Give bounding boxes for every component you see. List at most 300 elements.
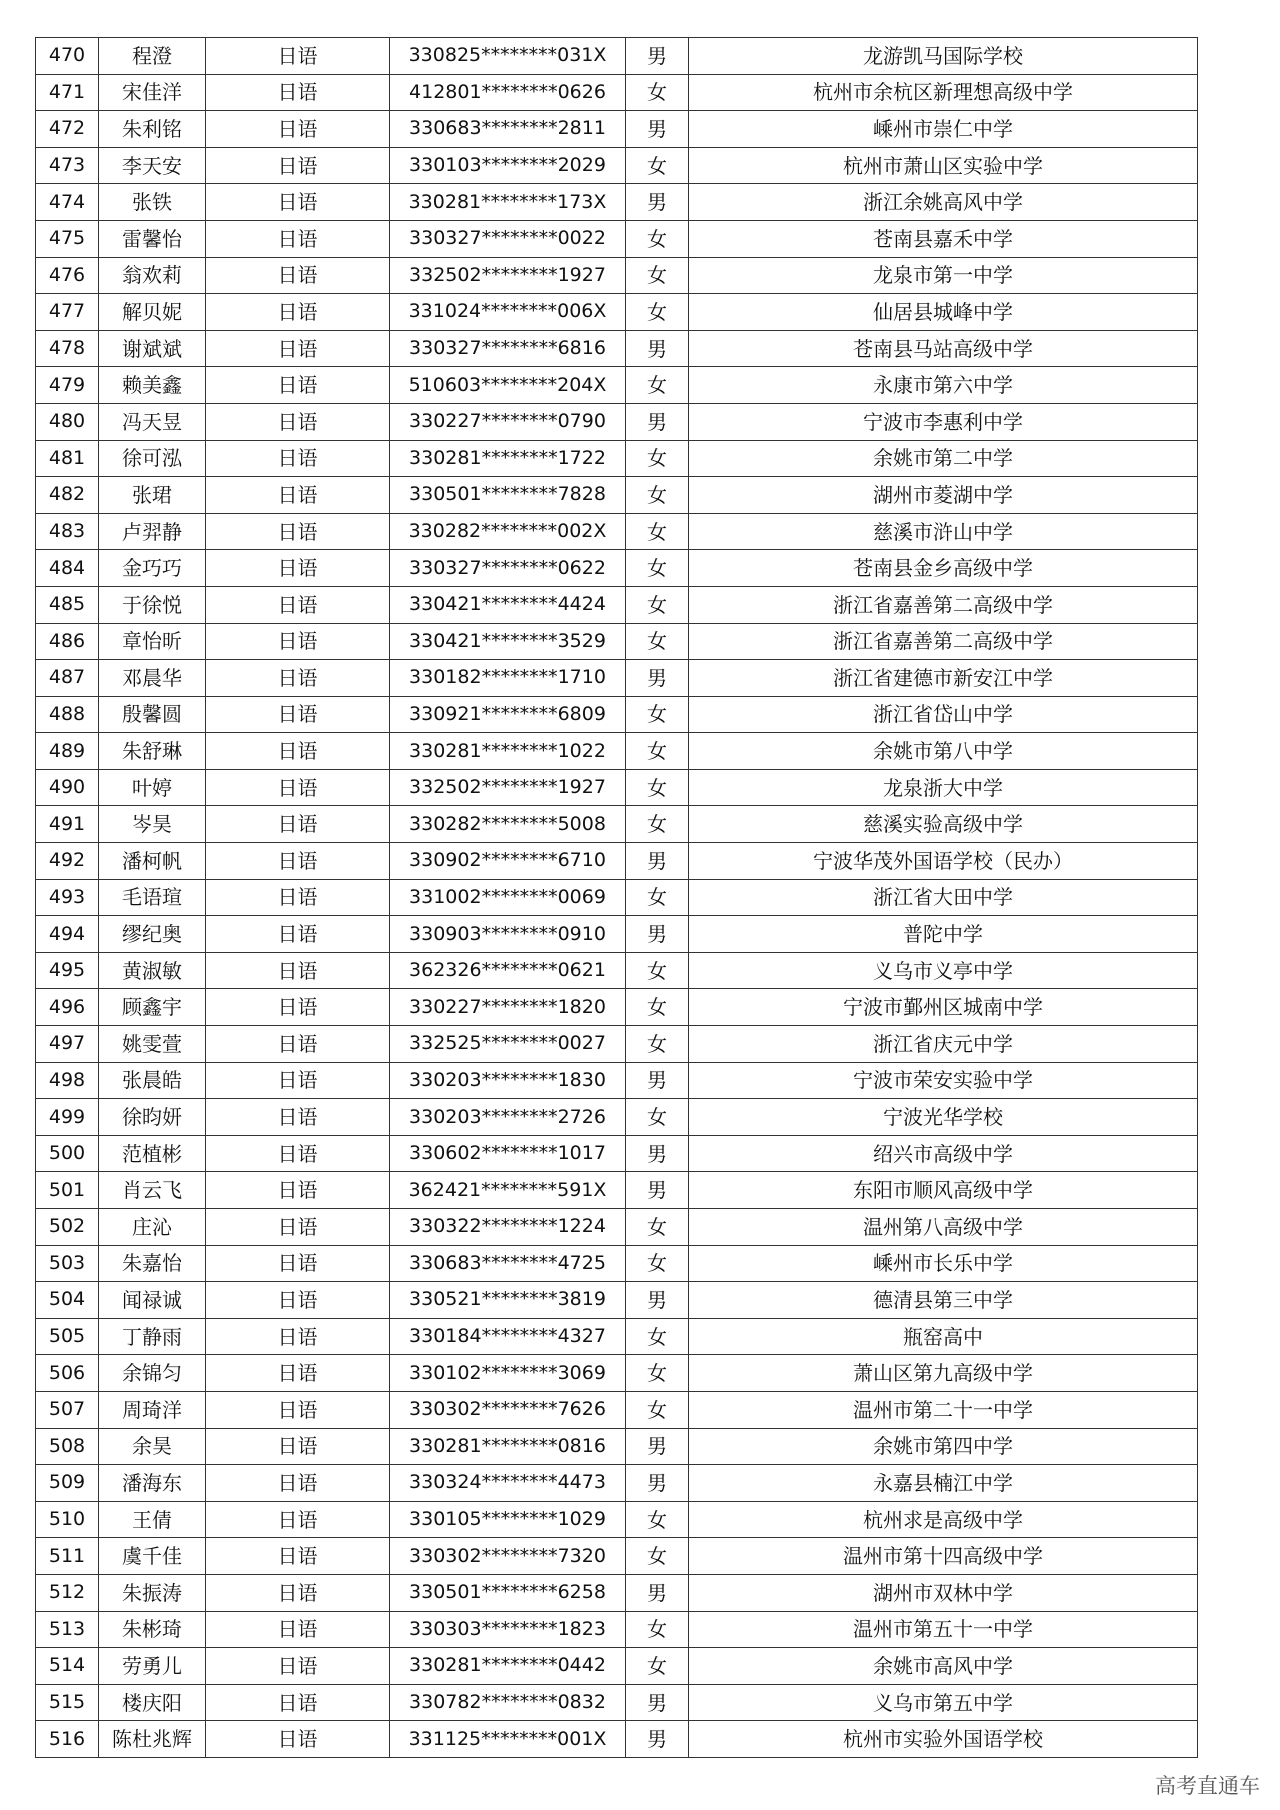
- cell-language: 日语: [206, 1391, 390, 1428]
- cell-language: 日语: [206, 184, 390, 221]
- cell-school: 龙游凯马国际学校: [689, 38, 1198, 75]
- cell-number: 505: [36, 1318, 99, 1355]
- cell-gender: 男: [626, 38, 689, 75]
- cell-language: 日语: [206, 1465, 390, 1502]
- cell-school: 义乌市第五中学: [689, 1684, 1198, 1721]
- cell-gender: 女: [626, 586, 689, 623]
- cell-language: 日语: [206, 843, 390, 880]
- table-row: [36, 1026, 1198, 1063]
- cell-language: 日语: [206, 1245, 390, 1282]
- cell-language: 日语: [206, 1099, 390, 1136]
- cell-number: 508: [36, 1428, 99, 1465]
- cell-number: 477: [36, 294, 99, 331]
- cell-gender: 女: [626, 550, 689, 587]
- table-row: [36, 769, 1198, 806]
- cell-gender: 女: [626, 147, 689, 184]
- cell-school: 宁波华茂外国语学校（民办）: [689, 843, 1198, 880]
- cell-number: 488: [36, 696, 99, 733]
- cell-gender: 女: [626, 74, 689, 111]
- cell-language: 日语: [206, 733, 390, 770]
- cell-gender: 女: [626, 952, 689, 989]
- cell-id-number: 330683********2811: [390, 111, 626, 148]
- cell-name: 雷馨怡: [99, 220, 206, 257]
- table-row: [36, 1648, 1198, 1685]
- cell-name: 谢斌斌: [99, 330, 206, 367]
- cell-name: 潘柯帆: [99, 843, 206, 880]
- cell-school: 杭州求是高级中学: [689, 1501, 1198, 1538]
- cell-id-number: 362326********0621: [390, 952, 626, 989]
- cell-language: 日语: [206, 403, 390, 440]
- cell-school: 杭州市萧山区实验中学: [689, 147, 1198, 184]
- cell-number: 497: [36, 1026, 99, 1063]
- cell-school: 余姚市高风中学: [689, 1648, 1198, 1685]
- cell-id-number: 330921********6809: [390, 696, 626, 733]
- cell-number: 496: [36, 989, 99, 1026]
- cell-id-number: 362421********591X: [390, 1172, 626, 1209]
- cell-gender: 男: [626, 660, 689, 697]
- cell-gender: 女: [626, 477, 689, 514]
- cell-number: 491: [36, 806, 99, 843]
- cell-gender: 男: [626, 1135, 689, 1172]
- cell-id-number: 330322********1224: [390, 1209, 626, 1246]
- cell-name: 潘海东: [99, 1465, 206, 1502]
- cell-school: 瓶窑高中: [689, 1318, 1198, 1355]
- cell-gender: 女: [626, 733, 689, 770]
- cell-number: 476: [36, 257, 99, 294]
- cell-language: 日语: [206, 696, 390, 733]
- table-row: [36, 184, 1198, 221]
- table-row: [36, 1611, 1198, 1648]
- table-row: [36, 989, 1198, 1026]
- cell-number: 479: [36, 367, 99, 404]
- cell-language: 日语: [206, 660, 390, 697]
- cell-school: 德清县第三中学: [689, 1282, 1198, 1319]
- table-row: [36, 330, 1198, 367]
- table-row: [36, 220, 1198, 257]
- cell-language: 日语: [206, 1209, 390, 1246]
- cell-id-number: 330327********6816: [390, 330, 626, 367]
- cell-number: 482: [36, 477, 99, 514]
- cell-school: 苍南县金乡高级中学: [689, 550, 1198, 587]
- cell-name: 缪纪奥: [99, 916, 206, 953]
- cell-school: 杭州市实验外国语学校: [689, 1721, 1198, 1758]
- cell-language: 日语: [206, 989, 390, 1026]
- cell-number: 511: [36, 1538, 99, 1575]
- table-row: [36, 806, 1198, 843]
- cell-gender: 女: [626, 806, 689, 843]
- cell-number: 473: [36, 147, 99, 184]
- table-row: [36, 623, 1198, 660]
- cell-name: 金巧巧: [99, 550, 206, 587]
- cell-number: 489: [36, 733, 99, 770]
- cell-id-number: 331002********0069: [390, 879, 626, 916]
- cell-id-number: 330782********0832: [390, 1684, 626, 1721]
- cell-school: 温州市第十四高级中学: [689, 1538, 1198, 1575]
- cell-number: 495: [36, 952, 99, 989]
- cell-school: 萧山区第九高级中学: [689, 1355, 1198, 1392]
- table-row: [36, 440, 1198, 477]
- cell-number: 470: [36, 38, 99, 75]
- cell-school: 浙江省建德市新安江中学: [689, 660, 1198, 697]
- table-row: [36, 294, 1198, 331]
- cell-gender: 女: [626, 769, 689, 806]
- cell-school: 仙居县城峰中学: [689, 294, 1198, 331]
- cell-number: 516: [36, 1721, 99, 1758]
- cell-number: 501: [36, 1172, 99, 1209]
- cell-number: 506: [36, 1355, 99, 1392]
- cell-language: 日语: [206, 1428, 390, 1465]
- table-row: [36, 111, 1198, 148]
- cell-name: 姚雯萱: [99, 1026, 206, 1063]
- cell-language: 日语: [206, 111, 390, 148]
- cell-name: 周琦洋: [99, 1391, 206, 1428]
- cell-id-number: 330302********7626: [390, 1391, 626, 1428]
- cell-school: 义乌市义亭中学: [689, 952, 1198, 989]
- cell-language: 日语: [206, 1172, 390, 1209]
- cell-gender: 女: [626, 220, 689, 257]
- cell-id-number: 330421********4424: [390, 586, 626, 623]
- cell-gender: 女: [626, 1099, 689, 1136]
- cell-gender: 女: [626, 989, 689, 1026]
- cell-language: 日语: [206, 1282, 390, 1319]
- cell-school: 浙江省大田中学: [689, 879, 1198, 916]
- cell-school: 东阳市顺风高级中学: [689, 1172, 1198, 1209]
- cell-name: 宋佳洋: [99, 74, 206, 111]
- table-row: [36, 1391, 1198, 1428]
- cell-gender: 女: [626, 367, 689, 404]
- table-row: [36, 550, 1198, 587]
- cell-number: 494: [36, 916, 99, 953]
- cell-name: 朱振涛: [99, 1574, 206, 1611]
- cell-language: 日语: [206, 879, 390, 916]
- cell-school: 宁波市荣安实验中学: [689, 1062, 1198, 1099]
- cell-name: 邓晨华: [99, 660, 206, 697]
- cell-gender: 男: [626, 330, 689, 367]
- cell-gender: 女: [626, 1501, 689, 1538]
- cell-school: 普陀中学: [689, 916, 1198, 953]
- cell-id-number: 330281********173X: [390, 184, 626, 221]
- table-row: [36, 1721, 1198, 1758]
- cell-language: 日语: [206, 1501, 390, 1538]
- cell-id-number: 330281********0442: [390, 1648, 626, 1685]
- cell-school: 湖州市双林中学: [689, 1574, 1198, 1611]
- cell-language: 日语: [206, 1538, 390, 1575]
- cell-name: 王倩: [99, 1501, 206, 1538]
- cell-language: 日语: [206, 38, 390, 75]
- cell-school: 龙泉市第一中学: [689, 257, 1198, 294]
- cell-language: 日语: [206, 220, 390, 257]
- cell-language: 日语: [206, 916, 390, 953]
- cell-name: 岑昊: [99, 806, 206, 843]
- table-row: [36, 1282, 1198, 1319]
- cell-number: 484: [36, 550, 99, 587]
- table-row: [36, 1209, 1198, 1246]
- cell-name: 张珺: [99, 477, 206, 514]
- cell-name: 毛语瑄: [99, 879, 206, 916]
- table-row: [36, 733, 1198, 770]
- cell-id-number: 332502********1927: [390, 257, 626, 294]
- cell-school: 苍南县嘉禾中学: [689, 220, 1198, 257]
- cell-name: 翁欢莉: [99, 257, 206, 294]
- cell-name: 徐可泓: [99, 440, 206, 477]
- cell-id-number: 330281********0816: [390, 1428, 626, 1465]
- cell-id-number: 330203********1830: [390, 1062, 626, 1099]
- roster-body: [36, 38, 1198, 1758]
- table-row: [36, 38, 1198, 75]
- table-row: [36, 1355, 1198, 1392]
- cell-gender: 女: [626, 440, 689, 477]
- cell-id-number: 331125********001X: [390, 1721, 626, 1758]
- cell-gender: 男: [626, 1428, 689, 1465]
- cell-id-number: 330103********2029: [390, 147, 626, 184]
- table-row: [36, 916, 1198, 953]
- cell-id-number: 330203********2726: [390, 1099, 626, 1136]
- cell-name: 冯天昱: [99, 403, 206, 440]
- table-row: [36, 1318, 1198, 1355]
- cell-id-number: 330282********5008: [390, 806, 626, 843]
- cell-number: 481: [36, 440, 99, 477]
- cell-number: 499: [36, 1099, 99, 1136]
- cell-number: 471: [36, 74, 99, 111]
- cell-id-number: 330184********4327: [390, 1318, 626, 1355]
- cell-school: 宁波市李惠利中学: [689, 403, 1198, 440]
- table-row: [36, 696, 1198, 733]
- table-row: [36, 513, 1198, 550]
- cell-id-number: 330303********1823: [390, 1611, 626, 1648]
- cell-gender: 女: [626, 1538, 689, 1575]
- cell-gender: 女: [626, 1611, 689, 1648]
- cell-number: 515: [36, 1684, 99, 1721]
- cell-school: 浙江省岱山中学: [689, 696, 1198, 733]
- cell-gender: 男: [626, 1062, 689, 1099]
- cell-school: 余姚市第四中学: [689, 1428, 1198, 1465]
- cell-id-number: 330421********3529: [390, 623, 626, 660]
- cell-number: 485: [36, 586, 99, 623]
- cell-id-number: 510603********204X: [390, 367, 626, 404]
- cell-id-number: 330281********1022: [390, 733, 626, 770]
- cell-id-number: 330903********0910: [390, 916, 626, 953]
- cell-gender: 女: [626, 879, 689, 916]
- cell-language: 日语: [206, 1355, 390, 1392]
- cell-language: 日语: [206, 257, 390, 294]
- cell-school: 嵊州市崇仁中学: [689, 111, 1198, 148]
- cell-language: 日语: [206, 477, 390, 514]
- table-row: [36, 586, 1198, 623]
- cell-gender: 男: [626, 1282, 689, 1319]
- cell-school: 龙泉浙大中学: [689, 769, 1198, 806]
- cell-gender: 男: [626, 916, 689, 953]
- cell-id-number: 330683********4725: [390, 1245, 626, 1282]
- cell-gender: 女: [626, 1209, 689, 1246]
- cell-language: 日语: [206, 294, 390, 331]
- cell-number: 513: [36, 1611, 99, 1648]
- cell-gender: 女: [626, 1318, 689, 1355]
- cell-id-number: 330227********1820: [390, 989, 626, 1026]
- table-row: [36, 1465, 1198, 1502]
- cell-number: 492: [36, 843, 99, 880]
- cell-number: 514: [36, 1648, 99, 1685]
- cell-school: 温州市第二十一中学: [689, 1391, 1198, 1428]
- cell-name: 于徐悦: [99, 586, 206, 623]
- cell-number: 487: [36, 660, 99, 697]
- cell-name: 程澄: [99, 38, 206, 75]
- cell-language: 日语: [206, 1648, 390, 1685]
- cell-language: 日语: [206, 440, 390, 477]
- cell-name: 张晨皓: [99, 1062, 206, 1099]
- cell-school: 嵊州市长乐中学: [689, 1245, 1198, 1282]
- table-row: [36, 952, 1198, 989]
- cell-id-number: 332525********0027: [390, 1026, 626, 1063]
- cell-name: 赖美鑫: [99, 367, 206, 404]
- cell-school: 温州第八高级中学: [689, 1209, 1198, 1246]
- cell-number: 509: [36, 1465, 99, 1502]
- cell-language: 日语: [206, 1574, 390, 1611]
- cell-name: 余昊: [99, 1428, 206, 1465]
- cell-name: 朱彬琦: [99, 1611, 206, 1648]
- cell-id-number: 330521********3819: [390, 1282, 626, 1319]
- cell-language: 日语: [206, 1135, 390, 1172]
- cell-school: 慈溪市浒山中学: [689, 513, 1198, 550]
- cell-number: 472: [36, 111, 99, 148]
- cell-number: 486: [36, 623, 99, 660]
- cell-name: 徐昀妍: [99, 1099, 206, 1136]
- cell-id-number: 412801********0626: [390, 74, 626, 111]
- cell-gender: 女: [626, 696, 689, 733]
- cell-name: 殷馨圆: [99, 696, 206, 733]
- cell-id-number: 332502********1927: [390, 769, 626, 806]
- cell-gender: 女: [626, 623, 689, 660]
- cell-gender: 女: [626, 1391, 689, 1428]
- cell-name: 解贝妮: [99, 294, 206, 331]
- cell-school: 余姚市第二中学: [689, 440, 1198, 477]
- table-row: [36, 1501, 1198, 1538]
- cell-gender: 男: [626, 843, 689, 880]
- table-row: [36, 1135, 1198, 1172]
- cell-gender: 女: [626, 257, 689, 294]
- cell-id-number: 330302********7320: [390, 1538, 626, 1575]
- cell-number: 503: [36, 1245, 99, 1282]
- cell-id-number: 330501********6258: [390, 1574, 626, 1611]
- table-row: [36, 367, 1198, 404]
- cell-gender: 男: [626, 1172, 689, 1209]
- cell-language: 日语: [206, 367, 390, 404]
- cell-language: 日语: [206, 1318, 390, 1355]
- cell-school: 宁波市鄞州区城南中学: [689, 989, 1198, 1026]
- table-row: [36, 1245, 1198, 1282]
- cell-name: 范植彬: [99, 1135, 206, 1172]
- student-roster-table: [35, 37, 1198, 1758]
- cell-number: 504: [36, 1282, 99, 1319]
- cell-school: 浙江省庆元中学: [689, 1026, 1198, 1063]
- cell-school: 绍兴市高级中学: [689, 1135, 1198, 1172]
- cell-number: 475: [36, 220, 99, 257]
- cell-language: 日语: [206, 330, 390, 367]
- cell-language: 日语: [206, 1026, 390, 1063]
- cell-id-number: 330902********6710: [390, 843, 626, 880]
- cell-gender: 女: [626, 1355, 689, 1392]
- table-row: [36, 147, 1198, 184]
- cell-name: 肖云飞: [99, 1172, 206, 1209]
- cell-language: 日语: [206, 806, 390, 843]
- cell-school: 浙江省嘉善第二高级中学: [689, 623, 1198, 660]
- cell-name: 叶婷: [99, 769, 206, 806]
- cell-name: 闻禄诚: [99, 1282, 206, 1319]
- cell-name: 张铁: [99, 184, 206, 221]
- cell-name: 丁静雨: [99, 1318, 206, 1355]
- table-row: [36, 1062, 1198, 1099]
- cell-id-number: 330501********7828: [390, 477, 626, 514]
- cell-number: 500: [36, 1135, 99, 1172]
- cell-name: 楼庆阳: [99, 1684, 206, 1721]
- cell-id-number: 330282********002X: [390, 513, 626, 550]
- cell-name: 劳勇儿: [99, 1648, 206, 1685]
- cell-id-number: 330327********0022: [390, 220, 626, 257]
- cell-gender: 男: [626, 111, 689, 148]
- cell-language: 日语: [206, 952, 390, 989]
- table-row: [36, 1538, 1198, 1575]
- cell-name: 李天安: [99, 147, 206, 184]
- table-row: [36, 1428, 1198, 1465]
- cell-id-number: 330825********031X: [390, 38, 626, 75]
- cell-number: 478: [36, 330, 99, 367]
- cell-id-number: 330324********4473: [390, 1465, 626, 1502]
- table-row: [36, 843, 1198, 880]
- cell-name: 卢羿静: [99, 513, 206, 550]
- cell-gender: 男: [626, 1721, 689, 1758]
- cell-gender: 男: [626, 1684, 689, 1721]
- table-row: [36, 403, 1198, 440]
- cell-language: 日语: [206, 623, 390, 660]
- table-row: [36, 1574, 1198, 1611]
- cell-school: 慈溪实验高级中学: [689, 806, 1198, 843]
- cell-number: 490: [36, 769, 99, 806]
- table-row: [36, 660, 1198, 697]
- cell-id-number: 330182********1710: [390, 660, 626, 697]
- table-row: [36, 1099, 1198, 1136]
- cell-name: 黄淑敏: [99, 952, 206, 989]
- cell-school: 苍南县马站高级中学: [689, 330, 1198, 367]
- cell-number: 474: [36, 184, 99, 221]
- cell-language: 日语: [206, 550, 390, 587]
- cell-language: 日语: [206, 1684, 390, 1721]
- cell-school: 湖州市菱湖中学: [689, 477, 1198, 514]
- cell-school: 杭州市余杭区新理想高级中学: [689, 74, 1198, 111]
- cell-language: 日语: [206, 1721, 390, 1758]
- cell-gender: 男: [626, 1465, 689, 1502]
- table-row: [36, 74, 1198, 111]
- cell-gender: 女: [626, 294, 689, 331]
- cell-id-number: 330602********1017: [390, 1135, 626, 1172]
- cell-id-number: 330105********1029: [390, 1501, 626, 1538]
- cell-school: 余姚市第八中学: [689, 733, 1198, 770]
- table-row: [36, 257, 1198, 294]
- table-row: [36, 477, 1198, 514]
- cell-name: 虞千佳: [99, 1538, 206, 1575]
- cell-name: 顾鑫宇: [99, 989, 206, 1026]
- cell-language: 日语: [206, 1611, 390, 1648]
- cell-language: 日语: [206, 147, 390, 184]
- cell-name: 章怡昕: [99, 623, 206, 660]
- cell-name: 朱舒琳: [99, 733, 206, 770]
- cell-id-number: 330227********0790: [390, 403, 626, 440]
- cell-id-number: 330281********1722: [390, 440, 626, 477]
- watermark-text: 高考直通车: [1155, 1774, 1260, 1798]
- cell-gender: 女: [626, 513, 689, 550]
- cell-id-number: 330102********3069: [390, 1355, 626, 1392]
- cell-gender: 男: [626, 403, 689, 440]
- cell-number: 507: [36, 1391, 99, 1428]
- cell-number: 483: [36, 513, 99, 550]
